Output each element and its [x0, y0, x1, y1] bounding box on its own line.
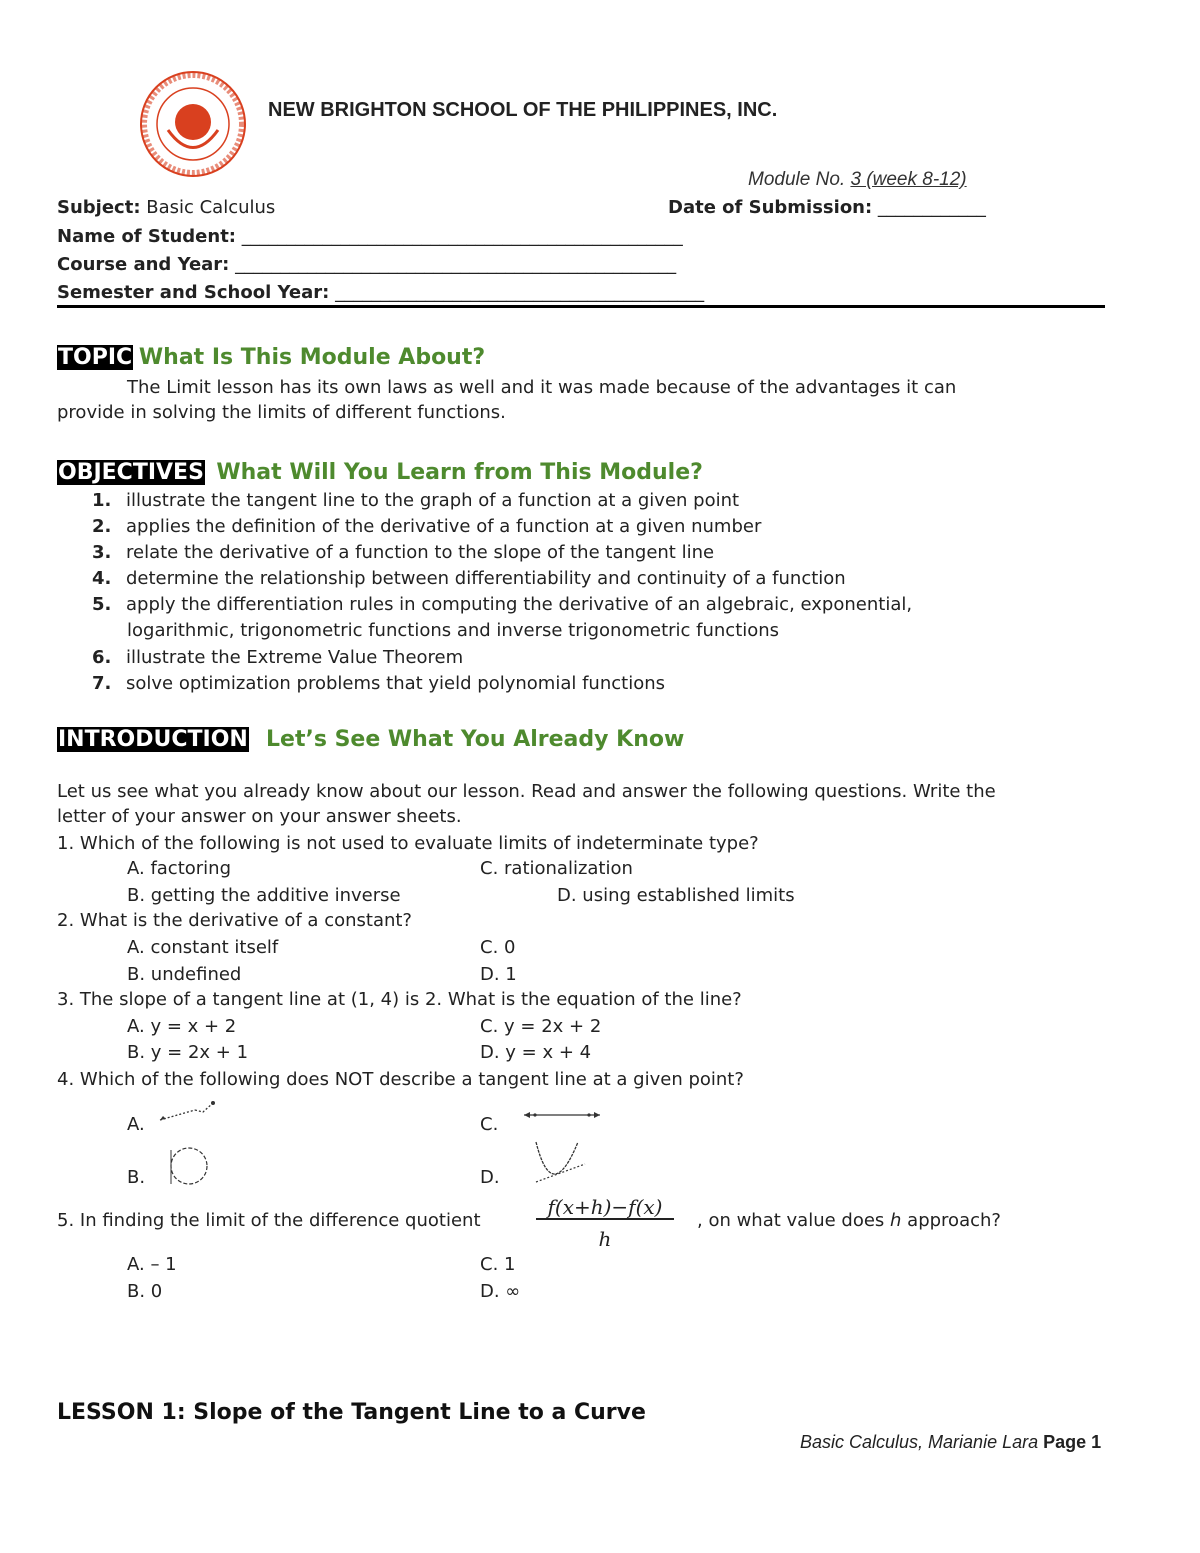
objectives-tag: OBJECTIVES — [58, 460, 204, 485]
q5-choice-a[interactable]: A. – 1 — [127, 1254, 177, 1275]
question-5-end: , on what value does — [697, 1210, 891, 1231]
q4-choice-d[interactable]: D. — [480, 1167, 500, 1188]
objective-item — [92, 490, 739, 512]
semester-field[interactable]: _________________________________________ — [329, 282, 705, 303]
topic-tag: TOPIC — [58, 345, 133, 370]
subject-value: Basic Calculus — [140, 197, 276, 218]
topic-text: The Limit lesson has its own laws as well and it was made because of the advantages it can — [127, 377, 957, 398]
q1-choice-b[interactable]: B. getting the additive inverse — [127, 885, 401, 906]
intro-title: Let’s See What You Already Know — [266, 727, 685, 752]
objective-item — [92, 673, 665, 695]
objective-number: 3. — [92, 542, 112, 563]
question-5: 5. In finding the limit of the difference quotient — [57, 1210, 481, 1231]
intro-text: letter of your answer on your answer sheets. — [57, 806, 462, 827]
question-5-var: h — [890, 1210, 902, 1231]
objectives-title: What Will You Learn from This Module? — [216, 460, 703, 485]
intro-text: Let us see what you already know about our lesson. Read and answer the following questions. Write the — [57, 781, 996, 802]
q2-choice-c[interactable]: C. 0 — [480, 937, 516, 958]
question-2: 2. What is the derivative of a constant? — [57, 910, 412, 931]
objective-item — [92, 594, 912, 616]
objective-item — [92, 568, 846, 590]
q1-choice-c[interactable]: C. rationalization — [480, 858, 633, 879]
question-4: 4. Which of the following does NOT describe a tangent line at a given point? — [57, 1069, 744, 1090]
module-label: Module No. — [748, 169, 851, 190]
school-name: NEW BRIGHTON SCHOOL OF THE PHILIPPINES, INC. — [268, 99, 778, 121]
objective-text: relate the derivative of a function to the slope of the tangent line — [126, 542, 715, 563]
semester-label: Semester and School Year: — [57, 282, 330, 303]
name-label: Name of Student: — [57, 226, 236, 247]
q4-choice-c[interactable]: C. — [480, 1114, 499, 1135]
footer-page-number: 1 — [1091, 1432, 1102, 1452]
q3-choice-c[interactable]: C. y = 2x + 2 — [480, 1016, 602, 1037]
objective-item — [92, 516, 761, 538]
topic-text: provide in solving the limits of different functions. — [57, 402, 506, 423]
fraction-numerator: f(x+h)−f(x) — [536, 1196, 674, 1220]
objective-number: 1. — [92, 490, 112, 511]
name-field[interactable]: _________________________________________________ — [236, 226, 683, 247]
objective-number: 2. — [92, 516, 112, 537]
date-label: Date of Submission: — [668, 197, 873, 218]
parabola-tangent-figure — [530, 1136, 590, 1188]
subject-label: Subject: — [57, 197, 141, 218]
objective-number: 6. — [92, 647, 112, 668]
objective-text: illustrate the Extreme Value Theorem — [126, 647, 464, 668]
q1-choice-a[interactable]: A. factoring — [127, 858, 232, 879]
fraction-denominator: h — [598, 1227, 612, 1251]
objective-text: illustrate the tangent line to the graph of a function at a given point — [126, 490, 740, 511]
objective-text: determine the relationship between differentiability and continuity of a function — [126, 568, 846, 589]
objective-text: applies the definition of the derivative of a function at a given number — [126, 516, 762, 537]
intro-tag: INTRODUCTION — [58, 727, 248, 752]
objective-text: apply the differentiation rules in computing the derivative of an algebraic, exponential, — [126, 594, 913, 615]
objective-item — [92, 542, 714, 564]
question-3: 3. The slope of a tangent line at (1, 4) is 2. What is the equation of the line? — [57, 989, 742, 1010]
q3-choice-b[interactable]: B. y = 2x + 1 — [127, 1042, 249, 1063]
header-divider — [57, 305, 1105, 308]
question-5-end2: approach? — [901, 1210, 1001, 1231]
q2-choice-a[interactable]: A. constant itself — [127, 937, 279, 958]
q3-choice-a[interactable]: A. y = x + 2 — [127, 1016, 237, 1037]
q2-choice-b[interactable]: B. undefined — [127, 964, 242, 985]
course-field[interactable]: _________________________________________________ — [229, 254, 677, 275]
objective-number: 7. — [92, 673, 112, 694]
q5-choice-c[interactable]: C. 1 — [480, 1254, 516, 1275]
footer-page-label: Page — [1043, 1432, 1092, 1452]
school-logo — [138, 70, 248, 178]
objective-number: 5. — [92, 594, 112, 615]
objective-text-cont: logarithmic, trigonometric functions and inverse trigonometric functions — [127, 620, 780, 641]
secant-line-figure — [155, 1100, 217, 1128]
objective-item — [92, 647, 463, 669]
course-label: Course and Year: — [57, 254, 230, 275]
footer-text: Basic Calculus, Marianie Lara — [800, 1432, 1044, 1452]
q3-choice-d[interactable]: D. y = x + 4 — [480, 1042, 592, 1063]
question-1: 1. Which of the following is not used to evaluate limits of indeterminate type? — [57, 833, 759, 854]
circle-figure — [163, 1144, 213, 1190]
module-value: 3 (week 8-12) — [850, 169, 967, 190]
objective-number: 4. — [92, 568, 112, 589]
q5-choice-b[interactable]: B. 0 — [127, 1281, 163, 1302]
objective-text: solve optimization problems that yield polynomial functions — [126, 673, 665, 694]
date-field[interactable]: ____________ — [872, 197, 986, 218]
q2-choice-d[interactable]: D. 1 — [480, 964, 517, 985]
q1-choice-d[interactable]: D. using established limits — [557, 885, 795, 906]
q5-choice-d[interactable]: D. ∞ — [480, 1281, 521, 1302]
horizontal-line-figure — [520, 1108, 605, 1122]
q4-choice-b[interactable]: B. — [127, 1167, 146, 1188]
q4-choice-a[interactable]: A. — [127, 1114, 145, 1135]
topic-title: What Is This Module About? — [138, 345, 486, 370]
lesson-title: LESSON 1: Slope of the Tangent Line to a Curve — [57, 1400, 646, 1425]
